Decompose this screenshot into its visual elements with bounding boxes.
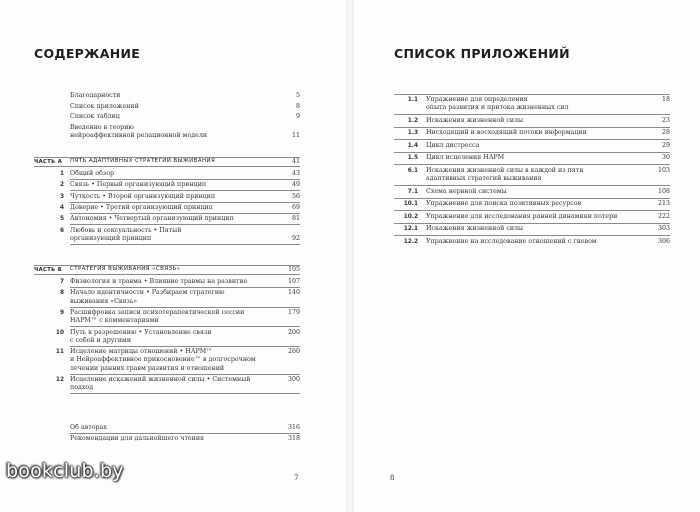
entry-page-number: 29 bbox=[661, 141, 670, 149]
entry-page-number: 222 bbox=[657, 212, 670, 220]
appendix-rule bbox=[394, 139, 670, 140]
entry-title-line: Искажения жизненной силы bbox=[426, 225, 524, 233]
entry-title-line: Связь • Первый организующий принцип bbox=[70, 181, 207, 189]
chapter-rule bbox=[70, 202, 300, 203]
entry-title bbox=[70, 215, 270, 223]
entry-page-number: 9 bbox=[295, 113, 300, 120]
entry-title bbox=[70, 424, 270, 432]
entry-title bbox=[70, 92, 270, 100]
entry-number: 8 bbox=[59, 290, 64, 297]
entry-title-line: Искажения жизненной силы в каждой из пяти bbox=[426, 166, 584, 174]
contents-chapter-entry bbox=[38, 289, 300, 306]
entry-title-line: Схема нервной системы bbox=[426, 187, 507, 195]
entry-title bbox=[70, 348, 270, 373]
appendix-entry bbox=[390, 142, 670, 150]
entry-title bbox=[426, 154, 636, 162]
entry-number: 1.3 bbox=[407, 130, 418, 137]
entry-page-number: 49 bbox=[291, 181, 300, 189]
entry-title-line: Благодарности bbox=[70, 92, 121, 99]
entry-title bbox=[70, 329, 270, 346]
entry-title-line: адаптивных стратегий выживания bbox=[426, 175, 542, 183]
appendix-rule bbox=[394, 94, 670, 95]
entry-title bbox=[70, 435, 270, 443]
entry-number: 12.2 bbox=[403, 238, 418, 245]
entry-page-number: 69 bbox=[291, 203, 300, 211]
entry-number: 3 bbox=[59, 193, 64, 200]
appendix-rule bbox=[394, 210, 670, 211]
chapter-rule bbox=[70, 179, 300, 180]
entry-number: 10.2 bbox=[403, 213, 418, 220]
entry-number: 11 bbox=[55, 349, 64, 356]
chapter-rule bbox=[70, 287, 300, 288]
entry-title bbox=[426, 129, 636, 137]
entry-number: 1 bbox=[59, 171, 64, 177]
entry-title-line: Исцеление матрицы отношений • НАРМ™ bbox=[70, 348, 213, 356]
contents-front-matter-entry bbox=[70, 103, 300, 111]
left-page-number: 7 bbox=[294, 474, 299, 482]
appendix-entry bbox=[390, 96, 670, 113]
entry-title-line: Общий обзор bbox=[70, 170, 115, 177]
appendices-heading: СПИСОК ПРИЛОЖЕНИЙ bbox=[394, 46, 570, 61]
entry-page-number: 200 bbox=[287, 328, 300, 336]
appendix-rule bbox=[394, 164, 670, 165]
chapter-rule bbox=[70, 224, 300, 225]
entry-page-number: 213 bbox=[657, 200, 670, 208]
entry-number: 1.2 bbox=[407, 117, 418, 124]
entry-title-line: Цикл дистресса bbox=[426, 141, 480, 149]
contents-chapter-entry bbox=[38, 170, 300, 178]
contents-chapter-entry bbox=[38, 278, 300, 286]
appendix-entry bbox=[390, 200, 670, 208]
entry-page-number: 56 bbox=[291, 192, 300, 200]
entry-title-line: с собой и другими bbox=[70, 336, 132, 344]
entry-number: 10 bbox=[55, 329, 64, 336]
appendix-entry bbox=[390, 188, 670, 196]
entry-title-line: лечении ранних травм развития и отношений bbox=[70, 364, 225, 372]
appendix-rule bbox=[394, 223, 670, 224]
entry-title-line: нейроаффективной релационной модели bbox=[70, 131, 208, 139]
entry-title bbox=[426, 238, 636, 246]
entry-title bbox=[426, 188, 636, 196]
appendix-entry bbox=[390, 129, 670, 137]
entry-title bbox=[70, 170, 270, 178]
entry-page-number: 260 bbox=[287, 348, 300, 356]
contents-back-matter-entry bbox=[70, 435, 300, 443]
entry-title-line: Об авторах bbox=[70, 424, 107, 431]
part-page-number: 105 bbox=[287, 266, 300, 273]
chapter-rule bbox=[70, 346, 300, 347]
entry-number: 7.1 bbox=[407, 188, 418, 195]
entry-number: 12.1 bbox=[403, 226, 418, 233]
entry-title bbox=[70, 124, 270, 141]
entry-number: 6.1 bbox=[407, 167, 418, 174]
entry-page-number: 8 bbox=[295, 102, 300, 110]
site-watermark: bookclub.by bbox=[6, 460, 124, 482]
entry-number: 7 bbox=[59, 279, 64, 285]
entry-title-line: Упражнение для исследования ранней динамики потери bbox=[426, 212, 618, 220]
entry-title-line: Список таблиц bbox=[70, 113, 120, 120]
entry-title bbox=[70, 204, 270, 212]
entry-title-line: Физиология и травма • Влияние травмы на развитие bbox=[70, 278, 248, 285]
entry-title-line: Путь к разрешению • Установление связи bbox=[70, 328, 212, 336]
contents-chapter-entry bbox=[38, 376, 300, 393]
contents-chapter-entry bbox=[38, 204, 300, 212]
entry-number: 1.5 bbox=[407, 155, 418, 162]
part-label: ЧАСТЬ Б bbox=[34, 266, 63, 273]
entry-title-line: организующий принцип bbox=[70, 234, 152, 242]
entry-page-number: 303 bbox=[657, 225, 670, 233]
chapter-rule bbox=[70, 307, 300, 308]
appendix-rule bbox=[394, 198, 670, 199]
appendix-entry bbox=[390, 167, 670, 184]
chapter-rule bbox=[70, 326, 300, 327]
entry-title bbox=[426, 167, 636, 184]
appendix-entry bbox=[390, 213, 670, 221]
entry-title-line: Упражнение на исследование отношений с гневом bbox=[426, 237, 597, 245]
chapter-rule bbox=[70, 374, 300, 375]
entry-number: 6 bbox=[59, 227, 64, 234]
contents-chapter-entry bbox=[38, 193, 300, 201]
part-page-number: 41 bbox=[291, 158, 300, 165]
entry-page-number: 81 bbox=[291, 215, 300, 223]
contents-chapter-entry bbox=[38, 329, 300, 346]
entry-page-number: 11 bbox=[291, 131, 300, 139]
entry-title-line: Искажения жизненной силы bbox=[426, 116, 524, 124]
entry-number: 2 bbox=[59, 182, 64, 189]
entry-title bbox=[426, 200, 636, 208]
chapter-rule bbox=[70, 213, 300, 214]
part-rule-bottom bbox=[34, 166, 300, 167]
entry-title-line: Упражнение для поиска позитивных ресурсов bbox=[426, 200, 582, 208]
contents-heading: СОДЕРЖАНИЕ bbox=[34, 46, 141, 61]
entry-page-number: 140 bbox=[287, 289, 300, 297]
entry-title-line: подход bbox=[70, 384, 94, 392]
entry-title-line: Любовь и сексуальность • Пятый bbox=[70, 226, 182, 234]
appendix-rule bbox=[394, 127, 670, 128]
entry-page-number: 300 bbox=[287, 376, 300, 383]
entry-number: 1.4 bbox=[407, 142, 418, 149]
entry-title bbox=[426, 142, 636, 150]
entry-title-line: Доверие • Третий организующий принцип bbox=[70, 203, 213, 211]
entry-number: 9 bbox=[59, 309, 64, 316]
entry-page-number: 108 bbox=[657, 187, 670, 195]
book-gutter bbox=[346, 0, 354, 512]
entry-title bbox=[426, 225, 636, 233]
right-page-number: 8 bbox=[390, 474, 395, 482]
contents-front-matter-entry bbox=[70, 92, 300, 100]
appendix-rule bbox=[394, 185, 670, 186]
entry-title-line: Чуткость • Второй организующий принцип bbox=[70, 192, 216, 200]
chapter-rule bbox=[70, 190, 300, 191]
entry-page-number: 5 bbox=[295, 92, 300, 99]
contents-back-matter-entry bbox=[70, 424, 300, 432]
entry-page-number: 30 bbox=[661, 154, 670, 162]
entry-title bbox=[70, 193, 270, 201]
contents-page bbox=[0, 0, 346, 512]
entry-title-line: Нисходящий и восходящий потоки информации bbox=[426, 129, 587, 137]
entry-page-number: 28 bbox=[661, 129, 670, 137]
entry-title-line: Исцеление искажений жизненной силы • Системный bbox=[70, 376, 251, 383]
entry-title-line: Цикл исцеления НАРМ bbox=[426, 154, 505, 162]
entry-number: 1.1 bbox=[407, 97, 418, 103]
entry-page-number: 306 bbox=[657, 237, 670, 245]
entry-title-line: Автономия • Четвертый организующий принцип bbox=[70, 215, 234, 223]
entry-title bbox=[426, 213, 636, 221]
entry-page-number: 107 bbox=[287, 278, 300, 285]
contents-front-matter-entry bbox=[70, 124, 300, 141]
entry-title bbox=[70, 376, 270, 393]
chapter-rule bbox=[70, 393, 300, 394]
entry-title-line: НАРМ™ с комментариями bbox=[70, 317, 159, 325]
appendix-entry bbox=[390, 154, 670, 162]
contents-front-matter-entry bbox=[70, 113, 300, 121]
entry-title bbox=[70, 309, 270, 326]
entry-title bbox=[70, 278, 270, 286]
entry-number: 4 bbox=[59, 204, 64, 211]
contents-chapter-entry bbox=[38, 181, 300, 189]
entry-number: 10.1 bbox=[403, 201, 418, 208]
entry-page-number: 179 bbox=[287, 308, 300, 316]
entry-title-line: Расшифровка записи психотерапевтической сессии bbox=[70, 308, 245, 316]
entry-title bbox=[70, 113, 270, 121]
appendix-rule bbox=[394, 114, 670, 115]
entry-page-number: 18 bbox=[661, 96, 670, 103]
entry-page-number: 316 bbox=[287, 424, 300, 431]
entry-page-number: 318 bbox=[287, 434, 300, 442]
entry-title-line: опыта развития и притока жизненных сил bbox=[426, 104, 569, 112]
part-label: ЧАСТЬ А bbox=[34, 158, 63, 165]
entry-title-line: Рекомендации для дальнейшего чтения bbox=[70, 434, 205, 442]
appendix-rule bbox=[394, 235, 670, 236]
contents-chapter-entry bbox=[38, 215, 300, 223]
appendix-entry bbox=[390, 225, 670, 233]
entry-title bbox=[70, 289, 270, 306]
entry-title-line: Список приложений bbox=[70, 102, 139, 110]
contents-chapter-entry bbox=[38, 348, 300, 373]
entry-page-number: 103 bbox=[657, 166, 670, 174]
entry-number: 12 bbox=[55, 377, 64, 383]
part-title: ПЯТЬ АДАПТИВНЫХ СТРАТЕГИЙ ВЫЖИВАНИЯ bbox=[70, 158, 216, 164]
part-rule-bottom bbox=[34, 274, 300, 275]
entry-page-number: 23 bbox=[661, 116, 670, 124]
entry-title bbox=[426, 96, 636, 113]
entry-title-line: выживания «Связь» bbox=[70, 297, 138, 305]
entry-title-line: Введение в теорию bbox=[70, 123, 134, 131]
appendix-rule bbox=[394, 152, 670, 153]
appendices-page bbox=[354, 0, 700, 512]
entry-title-line: Начало идентичности • Разбираем стратегию bbox=[70, 289, 225, 297]
entry-title bbox=[426, 117, 636, 125]
entry-title bbox=[70, 227, 270, 244]
contents-chapter-entry bbox=[38, 227, 300, 244]
appendix-entry bbox=[390, 117, 670, 125]
part-title: СТРАТЕГИЯ ВЫЖИВАНИЯ «СВЯЗЬ» bbox=[70, 266, 181, 272]
entry-page-number: 92 bbox=[291, 234, 300, 242]
chapter-rule bbox=[70, 244, 300, 245]
appendix-entry bbox=[390, 238, 670, 246]
entry-title bbox=[70, 181, 270, 189]
entry-title bbox=[70, 103, 270, 111]
entry-title-line: Упражнение для определения bbox=[426, 96, 528, 103]
entry-title-line: и Нейроаффективное прикосновение™ в долгосрочном bbox=[70, 356, 256, 364]
entry-number: 5 bbox=[59, 216, 64, 223]
contents-chapter-entry bbox=[38, 309, 300, 326]
entry-page-number: 43 bbox=[291, 170, 300, 177]
